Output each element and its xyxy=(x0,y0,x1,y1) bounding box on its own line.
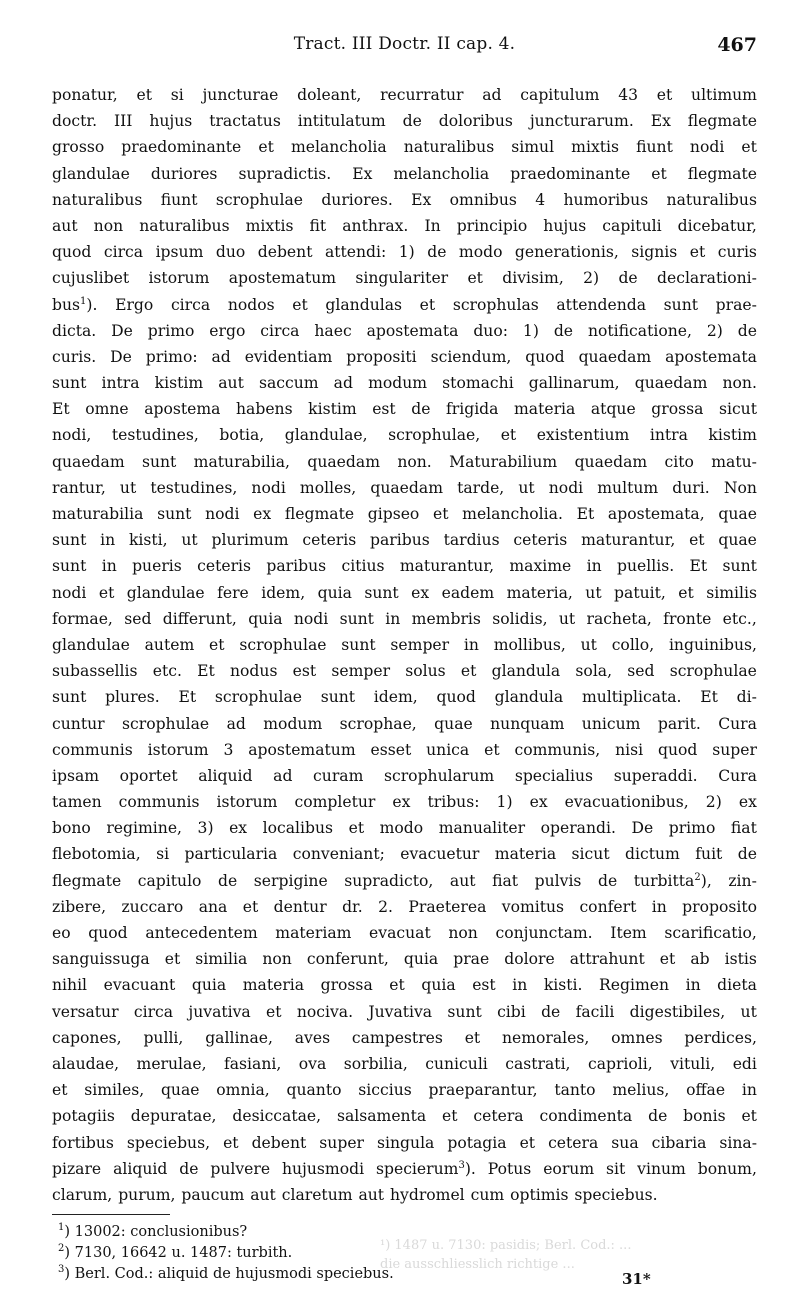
text-line: zibere, zuccaro ana et dentur dr. 2. Praeterea vomitus confert in proposito xyxy=(52,897,757,916)
text-line: maturabilia sunt nodi ex flegmate gipseo et melancholia. Et apostemata, quae xyxy=(52,505,757,523)
body-text xyxy=(52,82,757,1208)
bleed-through-line: ¹) 1487 u. 7130: pasidis; Berl. Cod.: ... xyxy=(380,1238,632,1253)
text-line: sunt intra kistim aut saccum ad modum stomachi gallinarum, quaedam non. xyxy=(52,374,757,393)
text-line: glandulae duriores supradictis. Ex melancholia praedominante et flegmate xyxy=(52,164,757,183)
footnote xyxy=(58,1243,758,1264)
footnote xyxy=(58,1264,758,1285)
text-line: cujuslibet istorum apostematum singulariter et divisim, 2) de declarationi- xyxy=(52,269,757,288)
text-line: et similes, quae omnia, quanto siccius praeparantur, tanto melius, offae in xyxy=(52,1081,757,1100)
footnote-rule xyxy=(52,1214,170,1215)
text-line: sunt plures. Et scrophulae sunt idem, quod glandula multiplicata. Et di- xyxy=(52,688,757,707)
text-line: nodi et glandulae fere idem, quia sunt ex eadem materia, ut patuit, et similis xyxy=(52,583,757,602)
text-line: formae, sed differunt, quia nodi sunt in membris solidis, ut racheta, fronte etc., xyxy=(52,609,757,628)
text-line: naturalibus fiunt scrophulae duriores. Ex omnibus 4 humoribus naturalibus xyxy=(52,190,757,209)
footnotes xyxy=(58,1222,758,1285)
bleed-through-line: die ausschliesslich richtige ... xyxy=(380,1257,575,1272)
text-line: subassellis etc. Et nodus est semper solus et glandula sola, sed scrophulae xyxy=(52,662,757,681)
text-line: eo quod antecedentem materiam evacuat non conjunctam. Item scarificatio, xyxy=(52,924,757,942)
footnote-text: ) 7130, 16642 u. 1487: turbith. xyxy=(64,1245,293,1261)
text-line: rantur, ut testudines, nodi molles, quaedam tarde, ut nodi multum duri. Non xyxy=(52,478,757,497)
text-line: capones, pulli, gallinae, aves campestres et nemorales, omnes perdices, xyxy=(52,1028,757,1047)
text-line: sanguissuga et similia non conferunt, quia prae dolore attrahunt et ab istis xyxy=(52,950,757,969)
page-number: 467 xyxy=(717,34,757,56)
text-line: potagiis depuratae, desiccatae, salsamenta et cetera condimenta de bonis et xyxy=(52,1107,757,1126)
text-line: pizare aliquid de pulvere hujusmodi specierum$^3$). Potus eorum sit vinum bonum, xyxy=(52,1159,757,1178)
text-line: flegmate capitulo de serpigine supradicto, aut fiat pulvis de turbitta$^2$), zin- xyxy=(52,871,757,890)
footnote xyxy=(58,1222,758,1243)
page-header xyxy=(52,30,757,60)
text-line: curis. De primo: ad evidentiam propositi sciendum, quod quaedam apostemata xyxy=(52,347,757,366)
text-line: quod circa ipsum duo debent attendi: 1) de modo generationis, signis et curis xyxy=(52,243,757,262)
text-line: sunt in kisti, ut plurimum ceteris paribus tardius ceteris maturantur, et quae xyxy=(52,531,757,550)
footnote-mark: 1 xyxy=(58,1222,65,1234)
text-line: bono regimine, 3) ex localibus et modo manualiter operandi. De primo fiat xyxy=(52,819,757,838)
text-line: Et omne apostema habens kistim est de frigida materia atque grossa sicut xyxy=(52,400,757,419)
footnote-text: ) 13002: conclusionibus? xyxy=(64,1224,248,1240)
footnote-text: ) Berl. Cod.: aliquid de hujusmodi speciebus. xyxy=(64,1266,394,1282)
text-line: sunt in pueris ceteris paribus citius maturantur, maxime in puellis. Et sunt xyxy=(52,557,757,576)
text-line: ponatur, et si juncturae doleant, recurratur ad capitulum 43 et ultimum xyxy=(52,86,757,104)
text-line: communis istorum 3 apostematum esset unica et communis, nisi quod super xyxy=(52,740,757,759)
text-line: bus$^1$). Ergo circa nodos et glandulas et scrophulas attendenda sunt prae- xyxy=(52,295,757,314)
text-line: ipsam oportet aliquid ad curam scrophularum specialius superaddi. Cura xyxy=(52,766,757,785)
text-line: aut non naturalibus mixtis fit anthrax. In principio hujus capituli dicebatur, xyxy=(52,216,757,235)
text-line: doctr. III hujus tractatus intitulatum de doloribus juncturarum. Ex flegmate xyxy=(52,112,757,131)
text-line: clarum, purum, paucum aut claretum aut hydromel cum optimis speciebus. xyxy=(52,1185,658,1204)
text-line: quaedam sunt maturabilia, quaedam non. Maturabilium quaedam cito matu- xyxy=(52,452,757,471)
text-line: flebotomia, si particularia conveniant; evacuetur materia sicut dictum fuit de xyxy=(52,845,757,864)
text-line: versatur circa juvativa et nociva. Juvativa sunt cibi de facili digestibiles, ut xyxy=(52,1002,757,1021)
footnote-mark: 3 xyxy=(58,1264,65,1276)
text-line: nihil evacuant quia materia grossa et quia est in kisti. Regimen in dieta xyxy=(52,976,757,995)
text-line: fortibus speciebus, et debent super singula potagia et cetera sua cibaria sina- xyxy=(52,1133,757,1152)
footnote-mark: 2 xyxy=(58,1243,65,1255)
running-head: Tract. III Doctr. II cap. 4. xyxy=(293,34,516,54)
text-line: glandulae autem et scrophulae sunt semper in mollibus, ut collo, inguinibus, xyxy=(52,635,757,654)
text-line: dicta. De primo ergo circa haec apostemata duo: 1) de notificatione, 2) de xyxy=(52,321,757,340)
text-line: cuntur scrophulae ad modum scrophae, quae nunquam unicum parit. Cura xyxy=(52,714,757,733)
text-line: nodi, testudines, botia, glandulae, scrophulae, et existentium intra kistim xyxy=(52,426,757,445)
signature-mark: 31* xyxy=(622,1270,651,1288)
text-line: tamen communis istorum completur ex tribus: 1) ex evacuationibus, 2) ex xyxy=(52,793,757,812)
text-line: grosso praedominante et melancholia naturalibus simul mixtis fiunt nodi et xyxy=(52,138,757,157)
text-line: alaudae, merulae, fasiani, ova sorbilia, cuniculi castrati, caprioli, vituli, edi xyxy=(52,1054,757,1073)
